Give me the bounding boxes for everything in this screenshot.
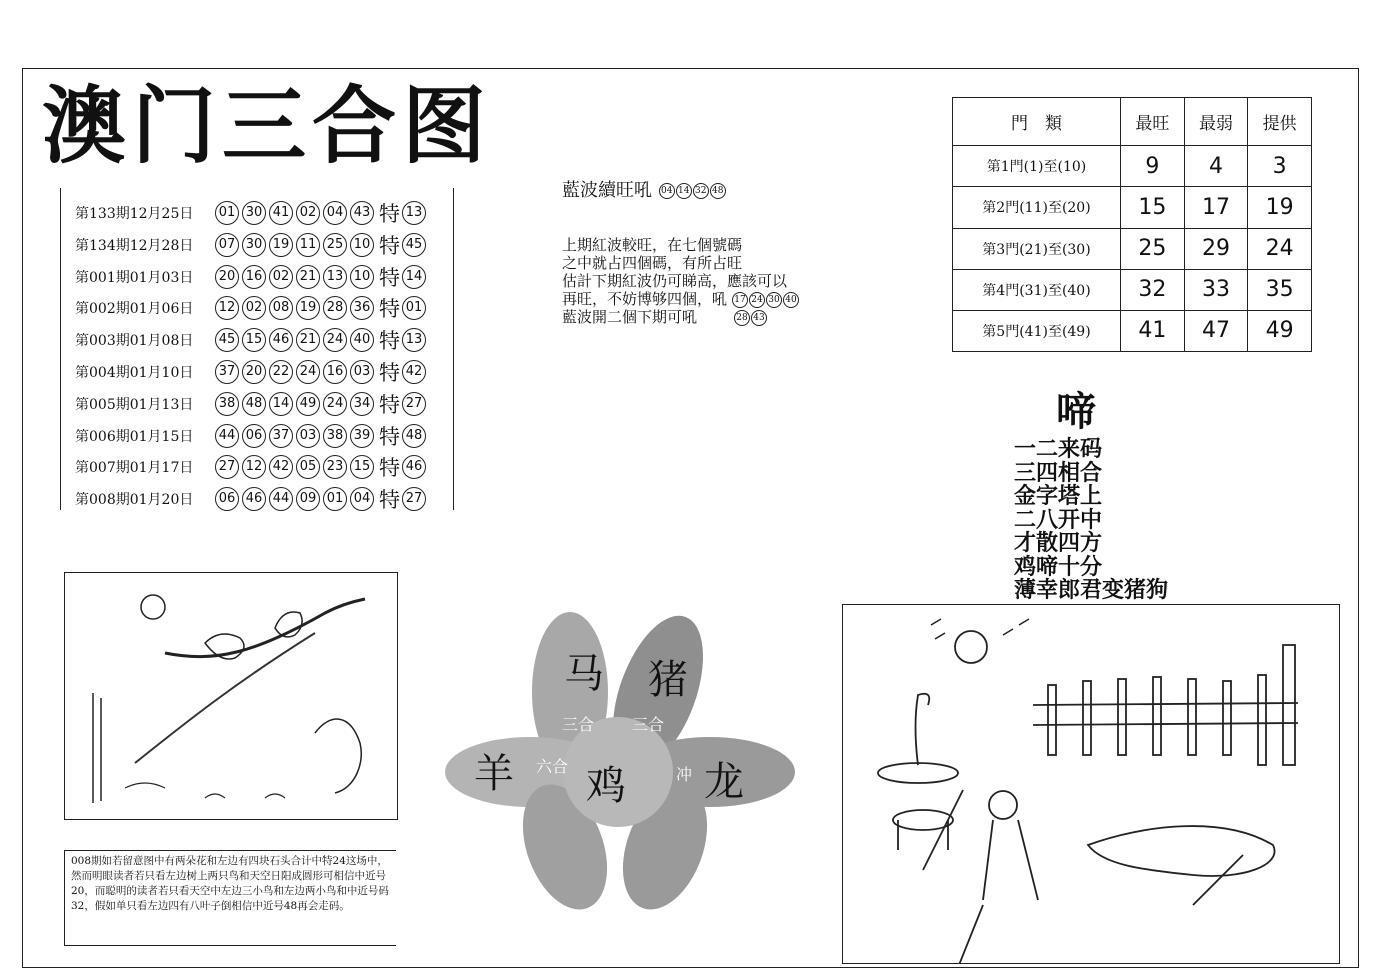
number-ball: 23: [323, 455, 347, 479]
table-cell-group: 第2門(11)至(20): [953, 187, 1121, 228]
draw-label: 第003期01月08日: [75, 333, 194, 350]
zodiac-horse: 马: [564, 651, 604, 697]
label-liuhe: 六合: [536, 757, 569, 776]
zodiac-dragon: 龙: [704, 759, 744, 805]
table-cell-min: 47: [1184, 310, 1248, 351]
poem-line: 薄幸郎君变猪狗: [1014, 577, 1169, 603]
number-ball: 24: [323, 392, 347, 416]
special-number-ball: 27: [402, 392, 426, 416]
table-row: [953, 228, 1312, 269]
scene-drawing: [843, 605, 1339, 963]
number-ball: 20: [242, 360, 266, 384]
table-cell-give: 24: [1248, 228, 1312, 269]
number-ball: 12: [242, 455, 266, 479]
hint-ball: 24: [749, 292, 765, 308]
hint-ball: 17: [732, 292, 748, 308]
table-header-cell: 最旺: [1121, 98, 1185, 146]
draw-label: 第006期01月15日: [75, 428, 194, 445]
table-cell-min: 29: [1184, 228, 1248, 269]
number-ball: 03: [350, 360, 374, 384]
rooster-scene-illustration: [842, 604, 1340, 964]
table-header-cell: 門 類: [953, 98, 1121, 146]
number-ball: 30: [242, 201, 266, 225]
draw-history-list: [60, 188, 454, 513]
draw-row: [75, 484, 429, 514]
number-ball: 19: [269, 233, 293, 257]
hint-headline-balls: [658, 180, 726, 201]
hint-line-text: 估計下期紅波仍可睇高，應該可以: [562, 272, 788, 290]
number-ball: 36: [350, 296, 374, 320]
table-cell-group: 第1門(1)至(10): [953, 146, 1121, 187]
table-cell-min: 33: [1184, 269, 1248, 310]
number-ball: 07: [215, 233, 239, 257]
special-number-ball: 27: [402, 487, 426, 511]
hint-ball: 04: [659, 183, 675, 199]
page-title: 澳门三合图: [42, 77, 493, 175]
number-ball: 27: [215, 455, 239, 479]
number-ball: 41: [269, 201, 293, 225]
hint-ball: 48: [710, 183, 726, 199]
number-ball: 08: [269, 296, 293, 320]
hint-headline: [562, 176, 726, 202]
table-cell-give: 35: [1248, 269, 1312, 310]
hint-ball: 30: [766, 292, 782, 308]
number-ball: 02: [269, 265, 293, 289]
number-ball: 40: [350, 328, 374, 352]
number-ball: 48: [242, 392, 266, 416]
number-ball: 03: [296, 424, 320, 448]
table-cell-min: 17: [1184, 187, 1248, 228]
hint-ball: 28: [734, 310, 750, 326]
hint-line: [562, 272, 892, 290]
number-ball: 02: [296, 201, 320, 225]
special-number-ball: 48: [402, 424, 426, 448]
label-sanhe-2: 三合: [632, 715, 665, 734]
number-ball: 30: [242, 233, 266, 257]
table-cell-group: 第3門(21)至(30): [953, 228, 1121, 269]
draw-row: [75, 357, 429, 387]
draw-row: [75, 325, 429, 355]
number-ball: 45: [215, 328, 239, 352]
number-ball: 01: [323, 487, 347, 511]
special-label: 特: [379, 488, 400, 513]
table-cell-max: 9: [1121, 146, 1185, 187]
special-label: 特: [379, 456, 400, 481]
number-ball: 22: [269, 360, 293, 384]
number-ball: 49: [296, 392, 320, 416]
number-ball: 24: [323, 328, 347, 352]
number-ball: 43: [350, 201, 374, 225]
hint-ball: 32: [693, 183, 709, 199]
draw-label: 第133期12月25日: [75, 206, 194, 222]
draw-label: 第008期01月20日: [75, 492, 194, 509]
number-ball: 10: [350, 265, 374, 289]
table-cell-give: 49: [1248, 310, 1312, 351]
hint-line-text: 再旺，不妨博够四個，吼: [562, 290, 728, 308]
number-ball: 09: [296, 487, 320, 511]
number-ball: 46: [269, 328, 293, 352]
number-ball: 01: [215, 201, 239, 225]
number-ball: 21: [296, 328, 320, 352]
hint-ball: 14: [676, 183, 692, 199]
special-label: 特: [379, 233, 400, 258]
table-row: [953, 187, 1312, 228]
poem-line: 一二来码: [1014, 436, 1103, 462]
hint-ball: 40: [783, 292, 799, 308]
poem-lines: [1014, 438, 1168, 603]
hint-paragraph: [562, 236, 892, 326]
number-ball: 44: [269, 487, 293, 511]
number-ball: 05: [296, 455, 320, 479]
puzzle-explanation: 008期如若留意图中有两朵花和左边有四块石头合计中特24这场中，然而明眼读者若只看左边树上两只鸟和天空日阳成圆形可相信中近号20，而聪明的读者若只看天空中左边三小鸟和左边两小鸟和中近号码32，假如单只看左边四有八叶子倒相信中近号48再会走码。: [64, 850, 396, 946]
special-label: 特: [379, 392, 400, 417]
draw-row: [75, 452, 429, 482]
number-ball: 15: [350, 455, 374, 479]
number-ball: 38: [323, 424, 347, 448]
zodiac-pig: 猪: [648, 657, 688, 703]
number-ball: 34: [350, 392, 374, 416]
table-cell-max: 41: [1121, 310, 1185, 351]
special-label: 特: [379, 361, 400, 385]
hint-line-text: 藍波開二個下期可吼: [562, 308, 698, 326]
table-header-cell: 最弱: [1184, 98, 1248, 146]
poem-line: 二八开中: [1014, 506, 1103, 533]
table-cell-give: 19: [1248, 187, 1312, 228]
number-ball: 06: [242, 424, 266, 448]
hint-line-text: 上期紅波較旺，在七個號碼: [562, 236, 743, 254]
hint-line: [562, 308, 892, 326]
special-number-ball: 45: [402, 233, 426, 257]
number-ball: 04: [350, 487, 374, 511]
draw-row: [75, 262, 429, 292]
hint-line: [562, 254, 892, 272]
table-cell-group: 第5門(41)至(49): [953, 310, 1121, 351]
birds-drawing: [65, 573, 397, 819]
draw-label: 第001期01月03日: [75, 269, 194, 286]
draw-label: 第134期12月28日: [75, 237, 194, 254]
table-row: [953, 146, 1312, 187]
poem-line: 才散四方: [1014, 530, 1103, 556]
number-ball: 37: [215, 360, 239, 384]
draw-row: [75, 293, 429, 323]
table-cell-group: 第4門(31)至(40): [953, 269, 1121, 310]
draw-label: 第002期01月06日: [75, 301, 194, 318]
draw-row: [75, 389, 429, 419]
number-ball: 24: [296, 360, 320, 384]
zodiac-rooster: 鸡: [586, 763, 626, 809]
number-ball: 13: [323, 265, 347, 289]
number-ball: 28: [323, 296, 347, 320]
label-sanhe-1: 三合: [562, 715, 595, 734]
number-ball: 16: [323, 360, 347, 384]
hint-headline-text: 藍波續旺吼: [562, 180, 652, 201]
special-number-ball: 13: [402, 201, 426, 225]
number-ball: 02: [242, 296, 266, 320]
table-cell-max: 25: [1121, 228, 1185, 269]
number-ball: 15: [242, 328, 266, 352]
draw-label: 第004期01月10日: [75, 365, 194, 381]
hint-line: [562, 290, 892, 308]
door-category-table: [952, 97, 1312, 352]
number-ball: 21: [296, 265, 320, 289]
number-ball: 38: [215, 392, 239, 416]
birds-illustration: [64, 572, 398, 820]
hint-ball: 43: [751, 310, 767, 326]
special-number-ball: 13: [402, 328, 426, 352]
hint-line: [562, 236, 892, 254]
number-ball: 16: [242, 265, 266, 289]
special-number-ball: 01: [402, 296, 426, 320]
special-label: 特: [379, 424, 400, 449]
poem-line: 三四相合: [1014, 459, 1103, 486]
number-ball: 42: [269, 455, 293, 479]
special-label: 特: [379, 297, 400, 322]
poem-line: 金字塔上: [1014, 483, 1103, 509]
draw-label: 第005期01月13日: [75, 396, 194, 413]
number-ball: 20: [215, 265, 239, 289]
number-ball: 19: [296, 296, 320, 320]
poem-title: 啼: [1056, 388, 1096, 435]
table-cell-max: 32: [1121, 269, 1185, 310]
special-number-ball: 46: [402, 455, 426, 479]
hint-line-text: 之中就占四個碼，有所占旺: [562, 254, 743, 272]
number-ball: 10: [350, 233, 374, 257]
number-ball: 06: [215, 487, 239, 511]
draw-row: [75, 421, 429, 451]
number-ball: 25: [323, 233, 347, 257]
table-cell-min: 4: [1184, 146, 1248, 187]
number-ball: 39: [350, 424, 374, 448]
special-label: 特: [379, 202, 400, 226]
draw-label: 第007期01月17日: [75, 460, 194, 477]
table-header-row: [953, 98, 1312, 146]
table-cell-max: 15: [1121, 187, 1185, 228]
number-ball: 14: [269, 392, 293, 416]
draw-row: [75, 198, 429, 228]
zodiac-flower: [440, 612, 800, 912]
number-ball: 44: [215, 424, 239, 448]
draw-row: [75, 230, 429, 260]
number-ball: 37: [269, 424, 293, 448]
table-row: [953, 269, 1312, 310]
special-label: 特: [379, 329, 400, 354]
table-cell-give: 3: [1248, 146, 1312, 187]
poem-line: 鸡啼十分: [1014, 553, 1103, 580]
number-ball: 12: [215, 296, 239, 320]
table-row: [953, 310, 1312, 351]
special-label: 特: [379, 265, 400, 290]
zodiac-goat: 羊: [474, 751, 514, 797]
number-ball: 04: [323, 201, 347, 225]
number-ball: 11: [296, 233, 320, 257]
number-ball: 46: [242, 487, 266, 511]
label-chong: 冲: [676, 765, 693, 784]
special-number-ball: 42: [402, 360, 426, 384]
special-number-ball: 14: [402, 265, 426, 289]
table-header-cell: 提供: [1248, 98, 1312, 146]
